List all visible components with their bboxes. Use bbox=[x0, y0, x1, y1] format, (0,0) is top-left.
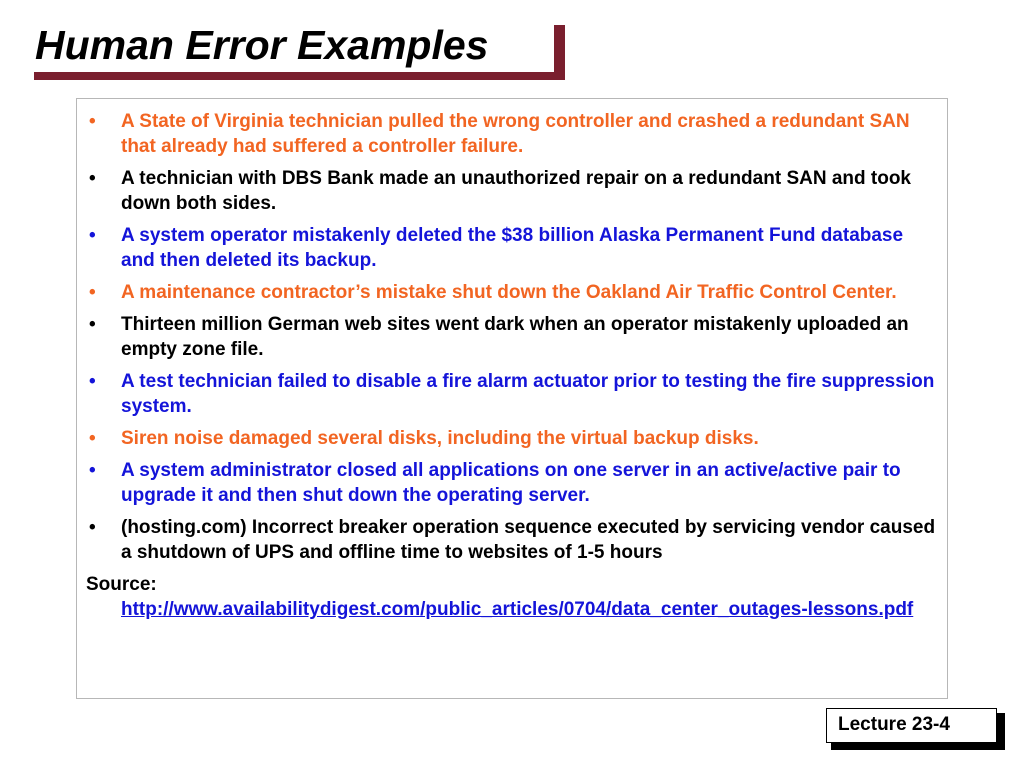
bullet-text: A system operator mistakenly deleted the $38 billion Alaska Permanent Fund database and then deleted its backup. bbox=[121, 225, 904, 271]
lecture-label-box bbox=[826, 708, 997, 743]
bullet-item bbox=[86, 223, 938, 273]
title-box bbox=[27, 18, 554, 72]
bullet-icon: • bbox=[89, 371, 96, 392]
bullet-icon: • bbox=[89, 517, 96, 538]
bullet-text: A maintenance contractor’s mistake shut down the Oakland Air Traffic Control Center. bbox=[121, 282, 897, 303]
bullet-icon: • bbox=[89, 282, 96, 303]
bullet-item bbox=[86, 369, 938, 419]
bullet-text: A system administrator closed all applications on one server in an active/active pair to upgrade it and then shut down the operating server. bbox=[121, 460, 901, 506]
bullet-icon: • bbox=[89, 428, 96, 449]
bullet-item bbox=[86, 515, 938, 565]
bullet-item bbox=[86, 458, 938, 508]
bullet-text: Siren noise damaged several disks, including the virtual backup disks. bbox=[121, 428, 759, 449]
bullet-list bbox=[86, 109, 938, 622]
bullet-icon: • bbox=[89, 111, 96, 132]
bullet-text: A test technician failed to disable a fire alarm actuator prior to testing the fire suppression system. bbox=[121, 371, 935, 417]
bullet-text: A State of Virginia technician pulled the wrong controller and crashed a redundant SAN that already had suffered a controller failure. bbox=[121, 111, 910, 157]
bullet-item bbox=[86, 426, 938, 451]
bullet-item bbox=[86, 166, 938, 216]
bullet-text: Thirteen million German web sites went dark when an operator mistakenly uploaded an empty zone file. bbox=[121, 314, 909, 360]
source-link[interactable]: http://www.availabilitydigest.com/public_articles/0704/data_center_outages-lessons.pdf bbox=[121, 599, 914, 620]
bullet-item bbox=[86, 312, 938, 362]
source-citation bbox=[86, 572, 938, 622]
bullet-icon: • bbox=[89, 225, 96, 246]
bullet-text: A technician with DBS Bank made an unauthorized repair on a redundant SAN and took down both sides. bbox=[121, 168, 912, 214]
source-label: Source: bbox=[86, 574, 157, 595]
lecture-label: Lecture 23-4 bbox=[838, 714, 950, 735]
content-box bbox=[76, 98, 948, 699]
bullet-item bbox=[86, 280, 938, 305]
bullet-item bbox=[86, 109, 938, 159]
bullet-icon: • bbox=[89, 168, 96, 189]
bullet-icon: • bbox=[89, 314, 96, 335]
bullet-text: (hosting.com) Incorrect breaker operation sequence executed by servicing vendor caused a shutdown of UPS and offline time to websites of 1-5 hours bbox=[121, 517, 936, 563]
slide-title: Human Error Examples bbox=[35, 22, 489, 68]
bullet-icon: • bbox=[89, 460, 96, 481]
